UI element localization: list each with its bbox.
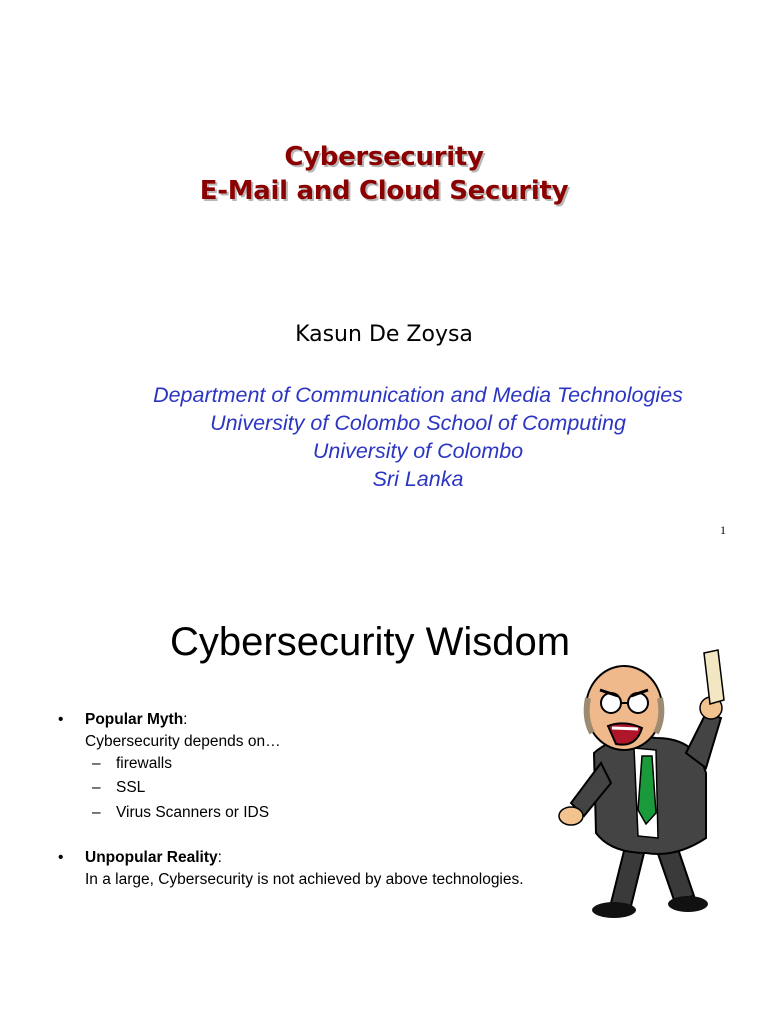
sub-item-ssl: [92, 777, 145, 799]
sub-item-virus-scanners: [92, 802, 269, 824]
bullet-line: Cybersecurity depends on…: [85, 733, 281, 750]
bullet-text: [85, 847, 524, 891]
bullet-line: In a large, Cybersecurity is not achieved by above technologies.: [85, 871, 524, 888]
title-line-2: E-Mail and Cloud Security: [199, 176, 569, 206]
affiliation-school: University of Colombo School of Computing: [210, 411, 626, 435]
sub-text: SSL: [116, 779, 146, 796]
sub-text: firewalls: [116, 755, 172, 772]
slide-title: Cybersecurity Wisdom: [170, 620, 571, 664]
title-line-1: Cybersecurity: [284, 142, 484, 172]
page-number: 1: [720, 523, 726, 537]
bullet-marker: •: [58, 849, 64, 866]
bullet-text: [85, 709, 281, 753]
bullet-heading: Unpopular Reality: [85, 849, 218, 866]
affiliation-country: Sri Lanka: [372, 467, 464, 491]
sub-marker: –: [92, 779, 101, 796]
sub-marker: –: [92, 755, 101, 772]
sub-item-firewalls: [92, 753, 172, 775]
sub-text: Virus Scanners or IDS: [116, 804, 270, 821]
bullet-marker: •: [58, 711, 64, 728]
bullet-suffix: :: [217, 849, 222, 866]
sub-marker: –: [92, 804, 101, 821]
bullet-heading: Popular Myth: [85, 711, 184, 728]
angry-businessman-icon: [556, 638, 732, 938]
affiliation-department: Department of Communication and Media Technologies: [153, 383, 683, 407]
author-name: Kasun De Zoysa: [295, 322, 473, 347]
bullet-suffix: :: [183, 711, 188, 728]
slide-2: [0, 545, 768, 1024]
affiliation-university: University of Colombo: [312, 439, 524, 463]
